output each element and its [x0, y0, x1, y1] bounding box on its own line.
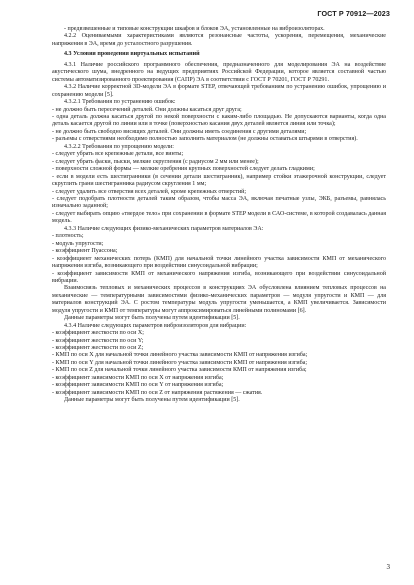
paragraph: 4.3.1 Наличие российского программного обеспечения, предназначенного для моделирования ЭА на воздействие акустического шума, внедренного на ведущих предприятиях Российской Федерации, которое является составной частью системы автоматизированного проектирования (САПР) ЭА в соответствии с ГОСТ Р 70201, ГОСТ Р 70291. — [52, 61, 386, 83]
paragraph: - коэффициент Пуассона; — [52, 248, 118, 255]
paragraph: - предвзвешенные и типовые конструкции шкафов и блоков ЭА, установленные на виброизоляторах. — [64, 26, 325, 32]
paragraph: - коэффициент жесткости по оси X; — [52, 330, 144, 337]
paragraph: Данные параметры могут быть получены путем идентификации [5]. — [64, 315, 240, 322]
paragraph: 4.3.4 Наличие следующих параметров виброизоляторов для вибрации: — [64, 322, 247, 329]
paragraph: - одна деталь должна касаться другой по некой поверхности с каким-либо площадью. Не допускаются варианты, когда одна деталь касается другой по линии или в точке (поверхностью касания двух деталей является линия или точка); — [52, 113, 386, 128]
paragraph: - коэффициент механических потерь (КМП) для начальной точки линейного участка зависимости КМП от механического напряжения изгиба, возникающего при воздействии синусоидальной вибрации; — [52, 255, 386, 270]
section-heading: 4.3 Условия проведения виртуальных испытаний — [64, 51, 200, 58]
paragraph: 4.3.2.1 Требования по устранению ошибок: — [64, 99, 176, 106]
paragraph: - плотность; — [52, 233, 84, 240]
paragraph: - если в модели есть шестигранники (в сечении детали шестигранник), например стойки этажерочной конструкции, следует скруглить грани шестигранника радиусом скругления 1 мм; — [52, 173, 386, 188]
paragraph: Данные параметры могут быть получены путем идентификации [5]. — [64, 397, 240, 404]
paragraph: Взаимосвязь тепловых и механических процессов в конструкциях ЭА обусловлена влиянием тепловых процессов на механические — температурными зависимостями физико-механических параметров — модуля упругости и КМП — для материалов конструкций ЭА. С ростом температуры модуль упругости уменьшается, а КМП увеличивается. Зависимости модуля упругости и КМП от температуры могут аппроксимироваться линейными полиномами [6]. — [52, 285, 386, 314]
document-header: ГОСТ Р 70912—2023 — [317, 9, 390, 18]
paragraph: - КМП по оси Y для начальной точки линейного участка зависимости КМП от напряжения изгиба; — [52, 359, 308, 366]
paragraph: - коэффициент жесткости по оси Z; — [52, 345, 144, 352]
paragraph: - следует убрать фаски, пыски, мелкие скругления (с радиусом 2 мм или менее); — [52, 158, 259, 165]
paragraph: 4.2.2 Оцениваемыми характеристиками являются резонансные частоты, ускорения, перемещения, механические напряжения в ЭА, время до усталостного разрушения. — [52, 33, 386, 47]
paragraph: - следует убрать все крепежные детали, все винты; — [52, 151, 184, 158]
paragraph: - разъемы с отверстиями необходимо полностью заполнить материалом (не должны оставаться штырями в отверстия). — [52, 136, 358, 143]
paragraph: - следует подобрать плотности деталей таким образом, чтобы масса ЭА, включая печатные узлы, ЭКБ, разъемы, равнялась изначально заданной; — [52, 195, 386, 210]
paragraph: - коэффициент зависимости КМП по оси X от напряжения изгиба; — [52, 374, 224, 381]
paragraph: - не должно быть пересечений деталей. Они должны касаться друг друга; — [52, 106, 242, 113]
paragraph: - коэффициент зависимости КМП от механического напряжения изгиба, возникающего при воздействии синусоидальной вибрации. — [52, 270, 386, 284]
paragraph: 4.3.2 Наличие корректной 3D-модели ЭА в формате STEP, отвечающей требованиям по устранению ошибок, упрощению и сохранению модели [5]. — [52, 84, 386, 98]
paragraph: - коэффициент зависимости КМП по оси Y от напряжения изгиба; — [52, 382, 224, 389]
paragraph: - следует выбирать опцию «твердое тело» при сохранении в формате STEP модели в САО-системе, в которой создавалась данная модель. — [52, 210, 386, 225]
paragraph: - коэффициент зависимости КМП по оси Z от напряжения растяжения — сжатия. — [52, 389, 263, 396]
paragraph: - КМП по оси Z для начальной точки линейного участка зависимости КМП от напряжения изгиба; — [52, 367, 307, 374]
paragraph: - поверхности сложной формы — мелкие оребрения крупных поверхностей следует делать гладкими; — [52, 166, 315, 173]
paragraph: 4.3.2.2 Требования по упрощению модели: — [64, 143, 174, 150]
paragraph: - не должно быть свободно висящих деталей. Они должны иметь соединения с другими деталями; — [52, 128, 307, 135]
paragraph: - КМП по оси X для начальной точки линейного участка зависимости КМП от напряжения изгиба; — [52, 352, 308, 359]
document-body — [52, 26, 386, 405]
paragraph: - следует удалить все отверстия всех деталей, кроме крепежных отверстий; — [52, 188, 247, 195]
paragraph: - модуль упругости; — [52, 240, 104, 247]
page-number: 3 — [386, 563, 390, 571]
paragraph: - коэффициент жесткости по оси Y; — [52, 337, 144, 344]
paragraph: 4.3.3 Наличие следующих физико-механических параметров материалов ЭА: — [64, 225, 264, 232]
